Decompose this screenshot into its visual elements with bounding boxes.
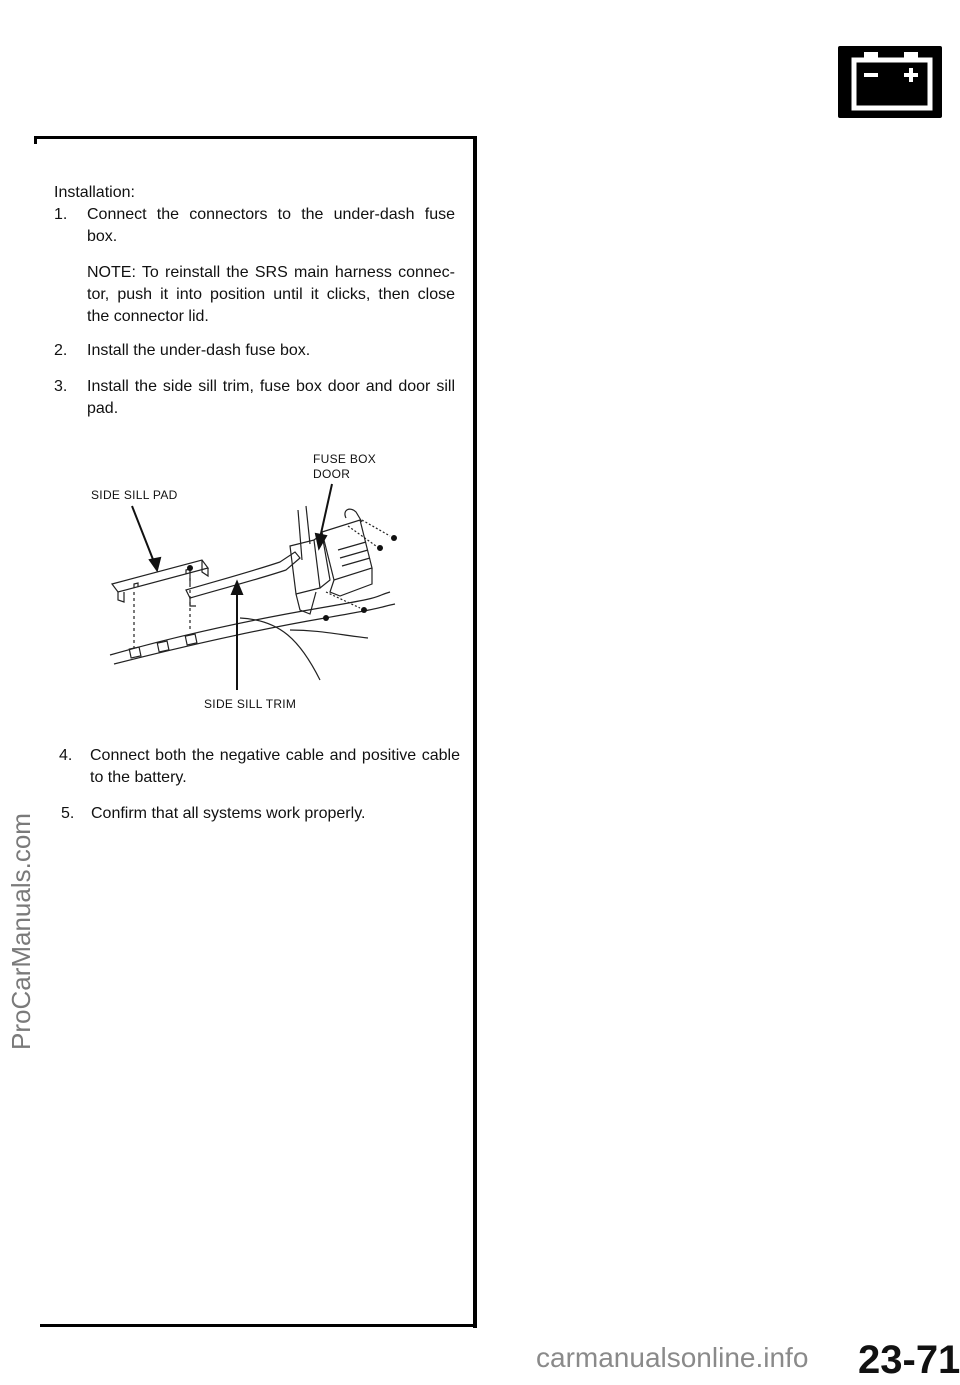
note-line-2: tor, push it into position until it clicks, then close (87, 286, 455, 303)
page-number: 23-71 (858, 1338, 960, 1382)
battery-icon (838, 46, 942, 118)
frame-bottom-rule (40, 1324, 477, 1327)
note-line-3: the connector lid. (87, 308, 209, 325)
label-side-sill-trim: SIDE SILL TRIM (204, 697, 297, 711)
step-1-line-1: Connect the connectors to the under-dash fuse (87, 206, 455, 223)
label-side-sill-pad: SIDE SILL PAD (91, 488, 178, 502)
watermark-carmanualsonline: carmanualsonline.info (536, 1342, 809, 1373)
note-line-1: NOTE: To reinstall the SRS main harness connec- (87, 264, 455, 281)
battery-badge (838, 46, 942, 118)
fuse-box-installation-illustration (90, 480, 410, 690)
step-5-text: Confirm that all systems work properly. (91, 805, 366, 822)
step-3-line-1: Install the side sill trim, fuse box door and door sill (87, 378, 455, 395)
frame-corner-tick (34, 136, 37, 144)
step-4-line-2: to the battery. (90, 769, 187, 786)
label-fuse-box-door-line-1: FUSE BOX (313, 452, 377, 466)
step-3-number: 3. (54, 378, 68, 395)
step-5-number: 5. (61, 805, 75, 822)
step-1-line-2: box. (87, 228, 118, 245)
section-heading: Installation: (54, 184, 135, 201)
step-2-number: 2. (54, 342, 68, 359)
step-4-line-1: Connect both the negative cable and positive cable (90, 747, 460, 764)
frame-right-rule (473, 136, 477, 1328)
minus-sign-icon (864, 73, 878, 77)
frame-top-rule (34, 136, 476, 139)
step-1-number: 1. (54, 206, 68, 223)
step-3-line-2: pad. (87, 400, 119, 417)
label-fuse-box-door-line-2: DOOR (313, 467, 351, 481)
watermark-procarmanuals: ProCarManuals.com (6, 813, 36, 1050)
step-4-number: 4. (59, 747, 73, 764)
step-2-text: Install the under-dash fuse box. (87, 342, 311, 359)
